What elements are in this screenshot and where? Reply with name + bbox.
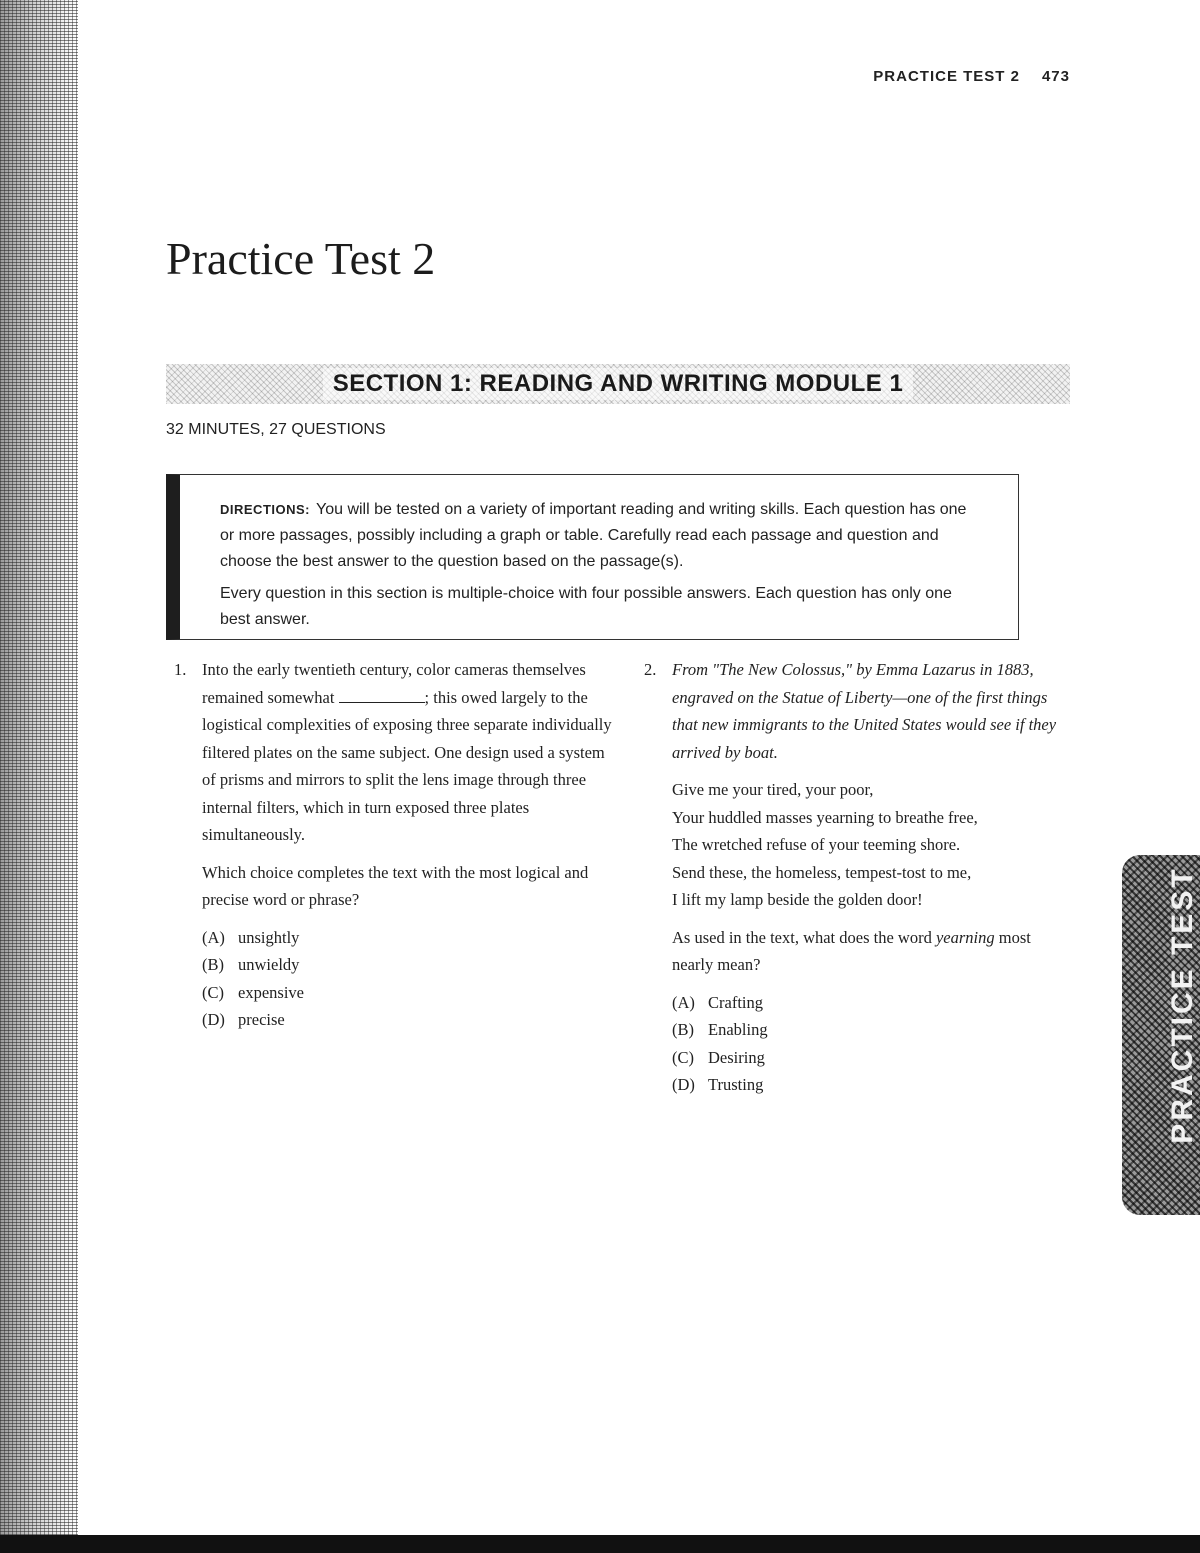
choice-d[interactable] bbox=[672, 1071, 1074, 1099]
answer-choices bbox=[202, 924, 614, 1034]
page-number: 473 bbox=[1041, 68, 1070, 85]
directions-text-1: You will be tested on a variety of important reading and writing skills. Each question has one or more passages, possibly including a graph or table. Carefully read each passage and question and choose the best answer to the question based on the passage(s). bbox=[220, 501, 967, 570]
scan-binding-edge bbox=[0, 0, 78, 1553]
choice-text: precise bbox=[238, 1010, 285, 1029]
question-2 bbox=[644, 656, 1074, 1099]
choice-text: Crafting bbox=[708, 992, 763, 1012]
section-banner bbox=[166, 364, 1070, 404]
answer-choices bbox=[672, 989, 1074, 1099]
choice-b[interactable] bbox=[202, 951, 614, 979]
side-tab-label: PRACTICE TEST bbox=[1166, 866, 1199, 1144]
choice-d[interactable] bbox=[202, 1006, 614, 1034]
passage-intro: From "The New Colossus," by Emma Lazarus in 1883, engraved on the Statue of Liberty—one of the first things that new immigrants to the United States would see if they arrived by boat. bbox=[672, 660, 1057, 762]
section-timing: 32 MINUTES, 27 QUESTIONS bbox=[166, 421, 386, 438]
choice-letter: (D) bbox=[202, 1010, 225, 1029]
directions-box bbox=[166, 474, 1019, 640]
directions-paragraph-1 bbox=[220, 497, 978, 575]
side-thumb-tab bbox=[1122, 855, 1200, 1215]
prompt-before: As used in the text, what does the word bbox=[672, 927, 932, 947]
running-head bbox=[873, 68, 1070, 85]
poem-line: I lift my lamp beside the golden door! bbox=[672, 890, 923, 909]
running-head-title: PRACTICE TEST 2 bbox=[873, 68, 1020, 85]
page-title: Practice Test 2 bbox=[166, 233, 436, 284]
passage-after-blank: ; this owed largely to the logistical complexities of exposing three separate individually filtered plates on the same subject. One design used a system of prisms and mirrors to split the lens image through three internal filters, which in turn exposed three plates simultaneously. bbox=[202, 687, 612, 844]
choice-text: unwieldy bbox=[238, 955, 300, 974]
choice-c[interactable] bbox=[202, 979, 614, 1007]
question-prompt: Which choice completes the text with the most logical and precise word or phrase? bbox=[202, 862, 589, 909]
poem-line: The wretched refuse of your teeming shore. bbox=[672, 835, 961, 854]
directions-label: DIRECTIONS: bbox=[220, 502, 310, 517]
prompt-keyword: yearning bbox=[935, 927, 995, 947]
choice-text: Trusting bbox=[708, 1075, 764, 1094]
choice-a[interactable] bbox=[202, 924, 614, 952]
choice-letter: (A) bbox=[672, 992, 695, 1012]
question-passage bbox=[202, 656, 614, 849]
question-number: 2. bbox=[644, 660, 657, 679]
choice-letter: (D) bbox=[672, 1075, 695, 1094]
section-title: SECTION 1: READING AND WRITING MODULE 1 bbox=[323, 368, 914, 400]
choice-letter: (C) bbox=[202, 982, 224, 1002]
poem-line: Send these, the homeless, tempest-tost to me, bbox=[672, 862, 972, 882]
choice-letter: (C) bbox=[672, 1047, 694, 1067]
choice-letter: (A) bbox=[202, 927, 225, 947]
choice-text: unsightly bbox=[238, 927, 300, 947]
question-number: 1. bbox=[174, 660, 187, 679]
passage-before-blank: Into the early twentieth century, color cameras themselves remained somewhat bbox=[202, 660, 586, 707]
prompt-after: most nearly mean? bbox=[672, 927, 1031, 974]
question-body bbox=[202, 656, 614, 1034]
poem-excerpt bbox=[672, 776, 1074, 914]
directions-paragraph-2: Every question in this section is multiple-choice with four possible answers. Each question has only one best answer. bbox=[220, 585, 952, 628]
poem-line: Give me your tired, your poor, bbox=[672, 780, 874, 799]
choice-text: expensive bbox=[238, 982, 304, 1002]
question-body bbox=[672, 656, 1074, 1099]
choice-b[interactable] bbox=[672, 1016, 1074, 1044]
answer-blank bbox=[339, 686, 425, 703]
question-1 bbox=[174, 656, 614, 1034]
choice-letter: (B) bbox=[202, 955, 224, 974]
poem-line: Your huddled masses yearning to breathe free, bbox=[672, 807, 978, 827]
choice-a[interactable] bbox=[672, 989, 1074, 1017]
question-prompt bbox=[672, 924, 1074, 979]
choice-c[interactable] bbox=[672, 1044, 1074, 1072]
choice-text: Desiring bbox=[708, 1047, 765, 1067]
choice-text: Enabling bbox=[708, 1020, 768, 1039]
choice-letter: (B) bbox=[672, 1020, 694, 1039]
scan-bottom-edge bbox=[0, 1535, 1200, 1553]
